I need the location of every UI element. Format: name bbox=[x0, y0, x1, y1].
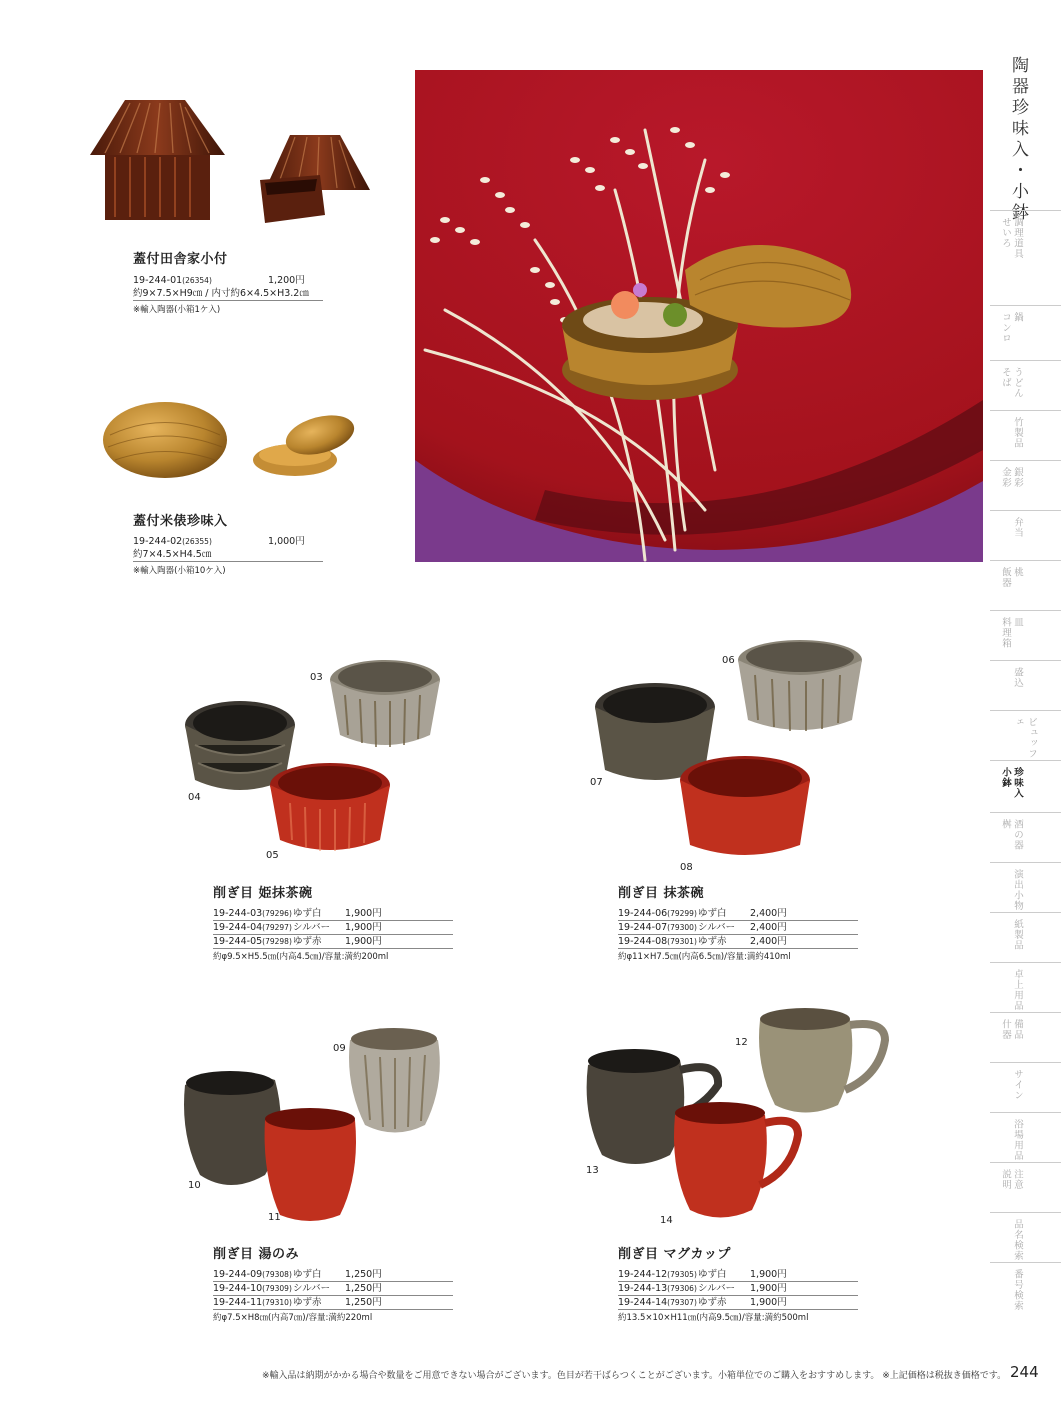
product-title: 蓋付田舎家小付 bbox=[133, 252, 228, 267]
sidebar-index-tab[interactable] bbox=[990, 1062, 1061, 1111]
sidebar-index-sublabel: せいろ bbox=[1000, 217, 1011, 249]
product-title: 蓋付米俵珍味入 bbox=[133, 514, 228, 529]
sidebar-index-tab[interactable] bbox=[990, 410, 1061, 459]
sidebar-index-sublabel: 料理箱 bbox=[1000, 617, 1011, 649]
product-spec-table: 19-244-06(79299) ゆず白 2,400円 19-244-07(79300) シルバー 2,400円 19-244-08(79301) ゆず赤 2,400円 約φ11×H7.5㎝(内高6.5㎝)/容量:満約410ml bbox=[618, 907, 858, 964]
product-title: 削ぎ目 姫抹茶碗 bbox=[213, 886, 313, 901]
sidebar-index-tab[interactable] bbox=[990, 360, 1061, 409]
sidebar-index-tab[interactable] bbox=[990, 510, 1061, 559]
item-number: 11 bbox=[268, 1212, 281, 1223]
sidebar-index-sublabel: 什器 bbox=[1000, 1019, 1011, 1040]
sidebar-index-sublabel: 飯器 bbox=[1000, 567, 1011, 588]
hero-photo bbox=[415, 70, 983, 562]
sidebar-index-label: 皿 bbox=[1012, 617, 1023, 628]
item-number: 12 bbox=[735, 1037, 748, 1048]
sidebar-index-label: 弁当 bbox=[1012, 517, 1023, 538]
product-size: 約φ7.5×H8㎝(内高7㎝)/容量:満約220ml bbox=[213, 1313, 373, 1323]
product-spec-table: 19-244-12(79305) ゆず白 1,900円 19-244-13(79306) シルバー 1,900円 19-244-14(79307) ゆず赤 1,900円 約13.5×10×H11㎝(内高9.5㎝)/容量:満約500ml bbox=[618, 1268, 858, 1325]
house-bowl-photo bbox=[85, 95, 385, 235]
product-spec-table: 19-244-09(79308) ゆず白 1,250円 19-244-10(79309) シルバー 1,250円 19-244-11(79310) ゆず赤 1,250円 約φ7.5×H8㎝(内高7㎝)/容量:満約220ml bbox=[213, 1268, 453, 1325]
sidebar-index-tab[interactable] bbox=[990, 1012, 1061, 1061]
group1-photo bbox=[180, 655, 480, 865]
sidebar-index-label: 紙製品 bbox=[1012, 919, 1023, 951]
sidebar-index-tab[interactable] bbox=[990, 1162, 1061, 1211]
product-spec: 19-244-02(26355) 1,000円 約7×4.5×H4.5㎝ ※輸入陶器(小箱10ケ入) bbox=[133, 535, 323, 578]
product-note: ※輸入陶器(小箱1ケ入) bbox=[133, 305, 221, 315]
sidebar-index-label: 演出小物 bbox=[1012, 869, 1023, 911]
sidebar-index-tab[interactable] bbox=[990, 1112, 1061, 1161]
sidebar-index-label: 酒の器 bbox=[1012, 819, 1023, 851]
sidebar-index-label: ビュッフェ bbox=[1012, 717, 1037, 759]
group2-photo bbox=[590, 635, 875, 870]
sidebar-index-label: 銀彩 bbox=[1012, 467, 1023, 488]
sidebar-index-label: 竹製品 bbox=[1012, 417, 1023, 449]
item-number: 10 bbox=[188, 1180, 201, 1191]
item-number: 06 bbox=[722, 655, 735, 666]
sidebar-index-tab[interactable] bbox=[990, 862, 1061, 911]
sidebar-index-tab[interactable] bbox=[990, 560, 1061, 609]
sidebar-index-label: 珍味入 bbox=[1012, 767, 1023, 799]
rice-bale-bowl-photo bbox=[100, 395, 360, 495]
sidebar-index-tab[interactable] bbox=[990, 760, 1061, 809]
item-number: 05 bbox=[266, 850, 279, 861]
sidebar-index-tab[interactable] bbox=[990, 962, 1061, 1011]
sidebar-index-label: うどん bbox=[1012, 367, 1023, 399]
sidebar-index-label: 浴場用品 bbox=[1012, 1119, 1023, 1161]
sidebar-index-tab[interactable] bbox=[990, 912, 1061, 961]
sidebar-index-label: 桃 bbox=[1012, 567, 1023, 578]
item-number: 03 bbox=[310, 672, 323, 683]
sidebar-index-label: 盛込 bbox=[1012, 667, 1023, 688]
sidebar-index-tab[interactable] bbox=[990, 610, 1061, 659]
sidebar-index-tab[interactable] bbox=[990, 210, 1061, 259]
footer-note: ※輸入品は納期がかかる場合や数量をご用意できない場合がございます。色目が若干ばらつくことがございます。小箱単位でのご購入をおすすめします。 ※上記価格は税抜き価格です。 bbox=[262, 1371, 1007, 1381]
product-size: 約13.5×10×H11㎝(内高9.5㎝)/容量:満約500ml bbox=[618, 1313, 809, 1323]
sidebar-index-sublabel: そば bbox=[1000, 367, 1011, 388]
sidebar-index-label: 品名検索 bbox=[1012, 1219, 1023, 1261]
sidebar-index-label: 卓上用品 bbox=[1012, 969, 1023, 1011]
sidebar-index-label: 鍋 bbox=[1012, 312, 1023, 323]
product-spec: 19-244-01(26354) 1,200円 約9×7.5×H9㎝ / 内寸約6×4.5×H3.2㎝ ※輸入陶器(小箱1ケ入) bbox=[133, 274, 323, 317]
sidebar-index-sublabel: 小鉢 bbox=[1000, 767, 1011, 788]
product-title: 削ぎ目 湯のみ bbox=[213, 1247, 300, 1262]
item-number: 14 bbox=[660, 1215, 673, 1226]
product-title: 削ぎ目 抹茶碗 bbox=[618, 886, 705, 901]
sidebar-index-tab[interactable] bbox=[990, 710, 1061, 759]
sidebar-index-label: 番号検索 bbox=[1012, 1269, 1023, 1311]
sidebar-index-label: 備品 bbox=[1012, 1019, 1023, 1040]
product-title: 削ぎ目 マグカップ bbox=[618, 1247, 731, 1262]
sidebar-index-label: 注意 bbox=[1012, 1169, 1023, 1190]
product-size: 約9×7.5×H9㎝ / 内寸約6×4.5×H3.2㎝ bbox=[133, 287, 323, 301]
sidebar-index-tab[interactable] bbox=[990, 460, 1061, 509]
item-number: 04 bbox=[188, 792, 201, 803]
item-number: 07 bbox=[590, 777, 603, 788]
sidebar-index-tab[interactable] bbox=[990, 1262, 1061, 1311]
sidebar-index-sublabel: 金彩 bbox=[1000, 467, 1011, 488]
sidebar-index-sublabel: 桝 bbox=[1000, 819, 1011, 830]
sidebar-index-tab[interactable] bbox=[990, 305, 1061, 354]
item-number: 08 bbox=[680, 862, 693, 873]
sidebar-index-tab[interactable] bbox=[990, 812, 1061, 861]
product-spec-table: 19-244-03(79296) ゆず白 1,900円 19-244-04(79297) シルバー 1,900円 19-244-05(79298) ゆず赤 1,900円 約φ9.5×H5.5㎝(内高4.5㎝)/容量:満約200ml bbox=[213, 907, 453, 964]
sidebar-index-sublabel: 説明 bbox=[1000, 1169, 1011, 1190]
section-title: 陶器珍味入・小鉢 bbox=[1008, 56, 1028, 224]
sidebar-index-sublabel: コンロ bbox=[1000, 312, 1011, 344]
sidebar-index-tab[interactable] bbox=[990, 1212, 1061, 1261]
product-size: 約φ9.5×H5.5㎝(内高4.5㎝)/容量:満約200ml bbox=[213, 952, 389, 962]
product-size: 約φ11×H7.5㎝(内高6.5㎝)/容量:満約410ml bbox=[618, 952, 791, 962]
sidebar-index-label: サイン bbox=[1012, 1069, 1023, 1101]
product-note: ※輸入陶器(小箱10ケ入) bbox=[133, 566, 226, 576]
sidebar-index-tab[interactable] bbox=[990, 660, 1061, 709]
page-number: 244 bbox=[1010, 1363, 1039, 1381]
sidebar-index-label: 調理道具 bbox=[1012, 217, 1023, 259]
item-number: 13 bbox=[586, 1165, 599, 1176]
group3-photo bbox=[180, 1025, 470, 1230]
item-number: 09 bbox=[333, 1043, 346, 1054]
product-size: 約7×4.5×H4.5㎝ bbox=[133, 548, 323, 562]
